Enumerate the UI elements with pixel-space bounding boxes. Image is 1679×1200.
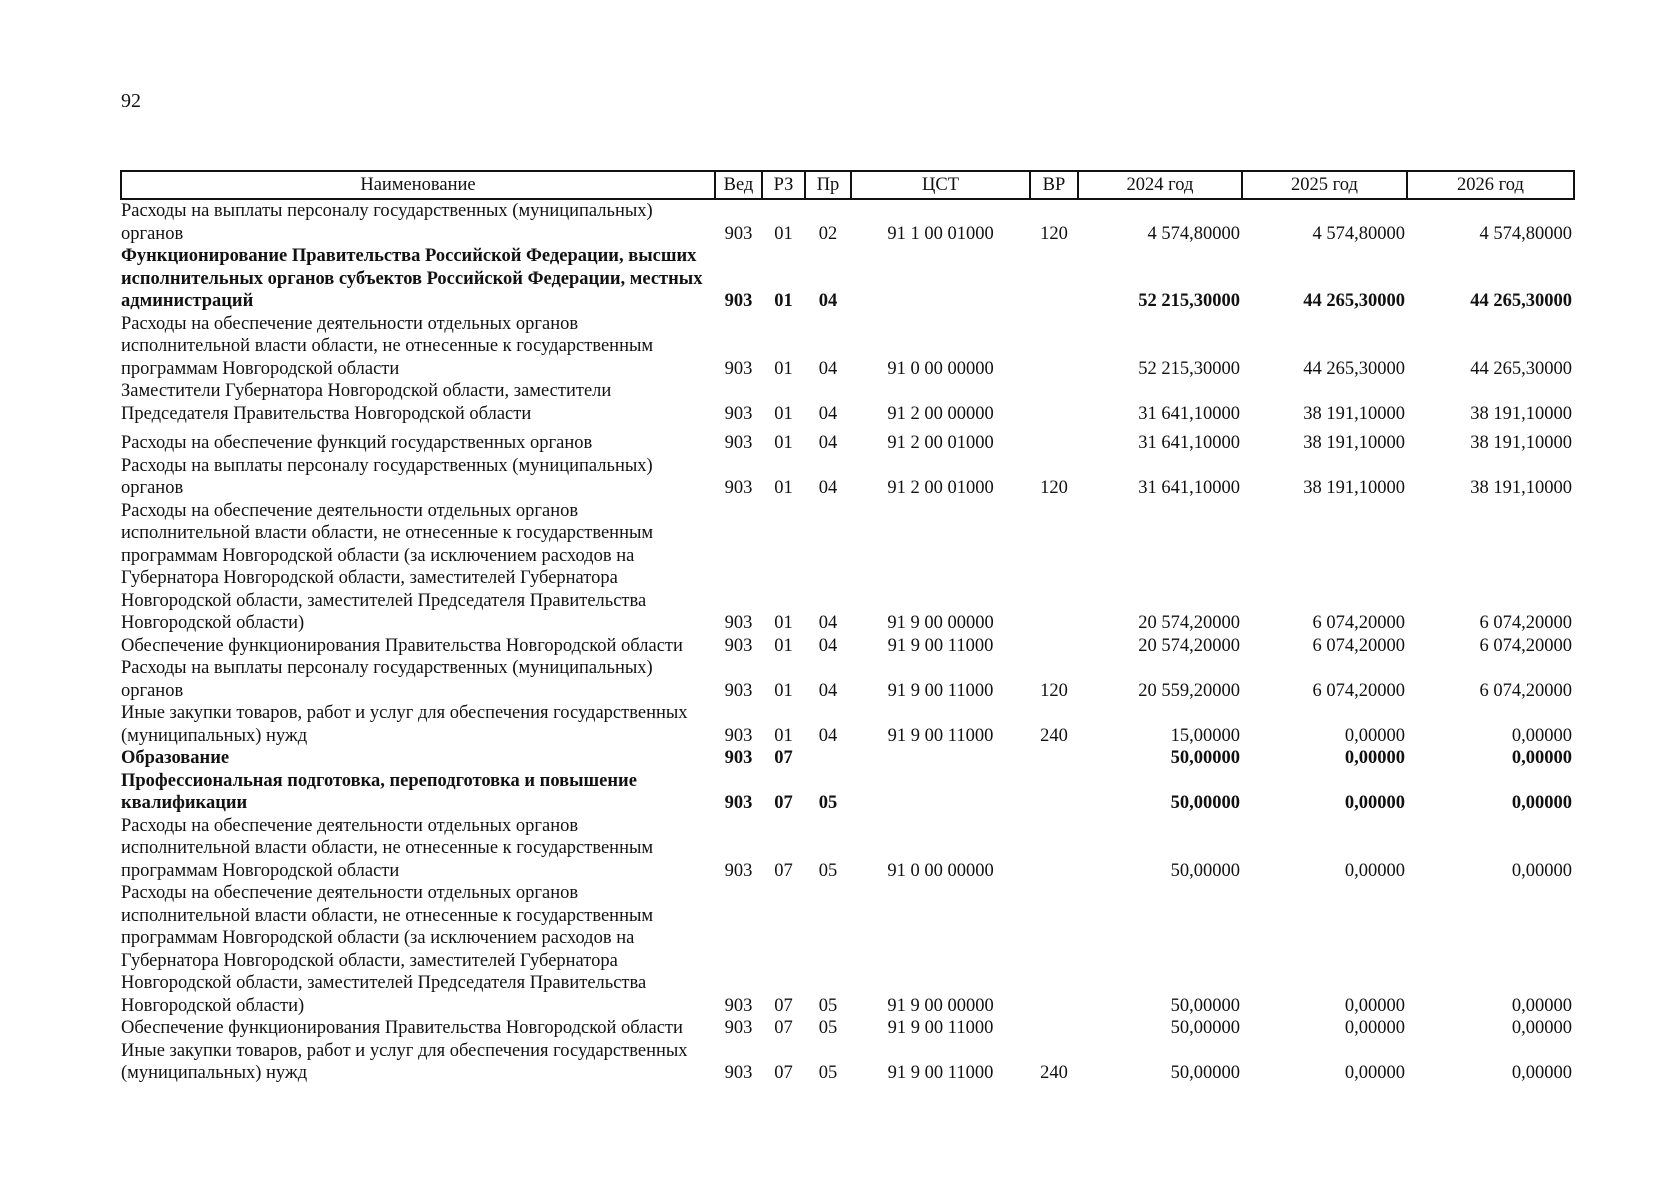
row-amount-2024: 31 641,10000 [1138,478,1240,498]
row-rz: 01 [774,403,793,424]
row-amount-2026: 38 191,10000 [1470,433,1572,453]
row-cst: 91 1 00 01000 [887,223,994,244]
row-name: Обеспечение функционирования Правительства Новгородской области [121,635,683,656]
row-name: Расходы на обеспечение деятельности отдельных органов исполнительной власти области, не отнесенные к государственным программам Новгородской области (за исключением расходов на Губернатора Новгородской области, заместителей Губернатора Новгородской области, заместителей Председателя Правительства Новгородской области) [121,883,654,1016]
row-ved: 903 [724,995,753,1016]
row-pr: 04 [818,403,838,424]
row-amount-2025: 4 574,80000 [1312,223,1405,244]
table-body [121,199,1574,1085]
row-cst: 91 9 00 11000 [887,1063,994,1083]
row-amount-2024: 31 641,10000 [1138,433,1240,453]
table-row [121,635,1574,658]
row-vr [1030,747,1078,770]
row-vr: 240 [1040,725,1068,746]
row-pr: 04 [818,433,838,453]
table-row [121,425,1574,455]
row-amount-2024: 50,00000 [1170,1018,1240,1038]
row-rz: 01 [774,223,793,244]
row-rz: 07 [774,1018,793,1038]
table-row [121,657,1574,702]
row-amount-2024: 50,00000 [1170,748,1240,768]
row-rz: 01 [774,358,793,379]
row-ved: 903 [724,403,753,424]
row-name: Заместители Губернатора Новгородской области, заместители Председателя Правительства Новгородской области [121,381,612,424]
column-header-ved: Вед [715,171,762,199]
row-ved: 903 [724,748,753,768]
row-rz: 01 [774,478,793,498]
row-ved: 903 [724,358,753,379]
column-header-cst: ЦСТ [851,171,1030,199]
row-name: Расходы на обеспечение функций государственных органов [121,433,593,453]
row-amount-2026: 0,00000 [1511,725,1572,746]
row-cst: 91 9 00 00000 [887,613,994,633]
row-vr [1030,245,1078,313]
table-row [121,702,1574,747]
row-ved: 903 [724,1063,753,1083]
row-pr: 04 [818,635,838,656]
row-vr: 120 [1040,223,1068,244]
row-amount-2025: 0,00000 [1344,793,1405,813]
row-ved: 903 [724,223,753,244]
row-name: Расходы на выплаты персоналу государственных (муниципальных) органов [121,455,653,498]
row-ved: 903 [724,793,753,813]
row-ved: 903 [724,860,753,881]
row-amount-2024: 50,00000 [1170,860,1240,881]
row-rz: 07 [774,1063,793,1083]
row-pr: 04 [818,291,838,311]
row-vr: 120 [1040,680,1068,701]
row-pr: 04 [818,358,838,379]
row-ved: 903 [724,478,753,498]
row-amount-2025: 0,00000 [1344,1018,1405,1038]
row-ved: 903 [724,725,753,746]
row-vr [1030,1017,1078,1040]
table-row [121,1040,1574,1085]
row-name: Иные закупки товаров, работ и услуг для обеспечения государственных (муниципальных) нужд [121,1040,688,1083]
row-rz: 01 [774,433,793,453]
row-amount-2026: 6 074,20000 [1479,680,1572,701]
row-amount-2025: 38 191,10000 [1303,478,1405,498]
column-header-pr: Пр [805,171,851,199]
table-row-section [121,747,1574,770]
page-number: 92 [121,90,141,112]
row-rz: 07 [774,860,793,881]
row-rz: 01 [774,680,793,701]
row-amount-2026: 0,00000 [1511,748,1572,768]
row-amount-2024: 20 574,20000 [1138,635,1240,656]
column-header-name: Наименование [121,171,715,199]
row-pr [805,747,851,770]
row-amount-2026: 4 574,80000 [1479,223,1572,244]
row-rz: 07 [774,793,793,813]
row-cst: 91 0 00 00000 [887,358,994,379]
row-vr [1030,425,1078,455]
row-amount-2024: 50,00000 [1170,793,1240,813]
row-rz: 07 [774,995,793,1016]
row-amount-2024: 20 574,20000 [1138,613,1240,633]
row-name: Образование [121,748,230,768]
row-vr [1030,882,1078,1017]
column-header-vr: ВР [1030,171,1078,199]
row-name: Расходы на выплаты персоналу государственных (муниципальных) органов [121,658,653,701]
row-amount-2026: 6 074,20000 [1479,613,1572,633]
row-amount-2026: 0,00000 [1511,995,1572,1016]
row-vr: 240 [1040,1063,1068,1083]
row-vr [1030,635,1078,658]
row-cst: 91 2 00 01000 [887,433,994,453]
row-amount-2026: 38 191,10000 [1470,403,1572,424]
row-name: Расходы на обеспечение деятельности отдельных органов исполнительной власти области, не отнесенные к государственным программам Новгородской области [121,815,654,881]
row-amount-2026: 0,00000 [1511,1063,1572,1083]
row-cst: 91 9 00 11000 [887,635,994,656]
row-pr: 04 [818,725,838,746]
table-row [121,815,1574,883]
row-rz: 01 [774,291,793,311]
row-amount-2024: 15,00000 [1170,725,1240,746]
table-row-section [121,245,1574,313]
row-amount-2025: 0,00000 [1344,725,1405,746]
row-ved: 903 [724,1018,753,1038]
row-amount-2025: 6 074,20000 [1312,635,1405,656]
row-amount-2025: 44 265,30000 [1303,358,1405,379]
row-pr: 05 [818,860,838,881]
table-row-section [121,770,1574,815]
row-cst [851,770,1030,815]
row-ved: 903 [724,291,753,311]
row-rz: 01 [774,635,793,656]
row-pr: 04 [818,478,838,498]
row-name: Иные закупки товаров, работ и услуг для обеспечения государственных (муниципальных) нужд [121,703,688,746]
row-ved: 903 [724,680,753,701]
row-amount-2024: 50,00000 [1170,1063,1240,1083]
row-pr: 04 [818,613,838,633]
row-ved: 903 [724,613,753,633]
row-cst: 91 2 00 00000 [887,403,994,424]
table-row [121,882,1574,1017]
row-amount-2025: 38 191,10000 [1303,433,1405,453]
column-header-rz: РЗ [762,171,805,199]
row-pr: 02 [818,223,838,244]
row-amount-2025: 0,00000 [1344,1063,1405,1083]
row-amount-2024: 20 559,20000 [1138,680,1240,701]
table-header [121,171,1574,199]
row-amount-2025: 6 074,20000 [1312,613,1405,633]
row-cst: 91 9 00 11000 [887,680,994,701]
row-cst: 91 9 00 11000 [887,725,994,746]
row-amount-2026: 0,00000 [1511,860,1572,881]
row-amount-2025: 0,00000 [1344,748,1405,768]
row-ved: 903 [724,635,753,656]
row-vr [1030,815,1078,883]
row-pr: 05 [818,995,838,1016]
table-row [121,500,1574,635]
row-amount-2026: 0,00000 [1511,793,1572,813]
row-vr [1030,770,1078,815]
row-cst [851,747,1030,770]
row-pr: 05 [818,1018,838,1038]
row-vr [1030,313,1078,381]
row-name: Расходы на обеспечение деятельности отдельных органов исполнительной власти области, не отнесенные к государственным программам Новгородской области [121,313,654,379]
table-row [121,1017,1574,1040]
row-cst [851,245,1030,313]
column-header-2024: 2024 год [1078,171,1242,199]
row-amount-2024: 31 641,10000 [1138,403,1240,424]
row-amount-2025: 38 191,10000 [1303,403,1405,424]
row-name: Обеспечение функционирования Правительства Новгородской области [121,1018,683,1038]
table-row [121,455,1574,500]
row-amount-2026: 0,00000 [1511,1018,1572,1038]
row-amount-2026: 44 265,30000 [1470,358,1572,379]
budget-table [120,170,1575,1085]
row-cst: 91 0 00 00000 [887,860,994,881]
row-rz: 07 [774,748,793,768]
table-row [121,380,1574,425]
row-amount-2024: 4 574,80000 [1147,223,1240,244]
row-name: Расходы на выплаты персоналу государственных (муниципальных) органов [121,201,653,244]
column-header-2025: 2025 год [1242,171,1407,199]
row-cst: 91 9 00 00000 [887,995,994,1016]
row-amount-2025: 0,00000 [1344,860,1405,881]
row-cst: 91 2 00 01000 [887,478,994,498]
row-pr: 05 [818,1063,838,1083]
row-amount-2026: 6 074,20000 [1479,635,1572,656]
row-name: Расходы на обеспечение деятельности отдельных органов исполнительной власти области, не отнесенные к государственным программам Новгородской области (за исключением расходов на Губернатора Новгородской области, заместителей Губернатора Новгородской области, заместителей Председателя Правительства Новгородской области) [121,500,654,633]
row-amount-2025: 44 265,30000 [1303,291,1405,311]
row-amount-2024: 52 215,30000 [1138,358,1240,379]
row-rz: 01 [774,725,793,746]
row-pr: 04 [818,680,838,701]
row-vr: 120 [1040,478,1068,498]
row-ved: 903 [724,433,753,453]
row-amount-2025: 0,00000 [1344,995,1405,1016]
row-name: Профессиональная подготовка, переподготовка и повышение квалификации [121,770,637,813]
row-amount-2025: 6 074,20000 [1312,680,1405,701]
row-vr [1030,500,1078,635]
row-vr [1030,380,1078,425]
row-cst: 91 9 00 11000 [887,1018,994,1038]
column-header-2026: 2026 год [1407,171,1574,199]
row-rz: 01 [774,613,793,633]
table-row [121,199,1574,245]
row-pr: 05 [818,793,838,813]
row-name: Функционирование Правительства Российской Федерации, высших исполнительных органов субъектов Российской Федерации, местных администраций [121,246,703,311]
table-row [121,313,1574,381]
row-amount-2024: 50,00000 [1170,995,1240,1016]
row-amount-2026: 38 191,10000 [1470,478,1572,498]
row-amount-2026: 44 265,30000 [1470,291,1572,311]
row-amount-2024: 52 215,30000 [1138,291,1240,311]
